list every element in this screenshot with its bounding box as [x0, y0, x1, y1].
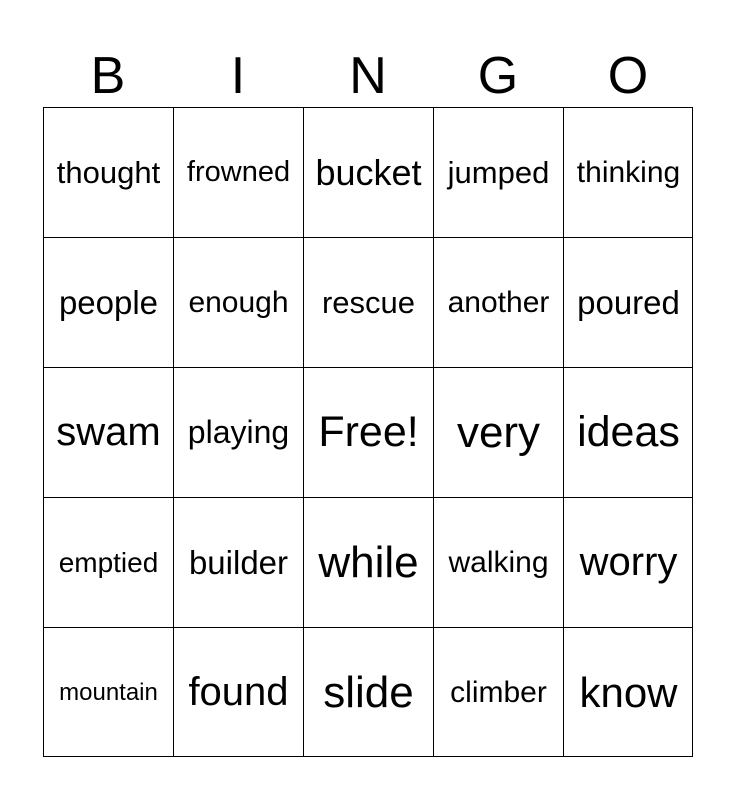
bingo-cell[interactable]: thought: [43, 107, 173, 237]
bingo-board: [43, 107, 693, 757]
header-letter-i: I: [230, 47, 246, 105]
bingo-cell[interactable]: people: [43, 237, 173, 367]
bingo-cell[interactable]: builder: [173, 497, 303, 627]
bingo-cell[interactable]: ideas: [563, 367, 693, 497]
bingo-cell[interactable]: thinking: [563, 107, 693, 237]
bingo-cell[interactable]: walking: [433, 497, 563, 627]
bingo-cell[interactable]: emptied: [43, 497, 173, 627]
bingo-cell[interactable]: worry: [563, 497, 693, 627]
bingo-cell[interactable]: bucket: [303, 107, 433, 237]
bingo-cell[interactable]: climber: [433, 627, 563, 757]
bingo-cell[interactable]: slide: [303, 627, 433, 757]
bingo-cell[interactable]: found: [173, 627, 303, 757]
bingo-cell[interactable]: mountain: [43, 627, 173, 757]
bingo-cell[interactable]: know: [563, 627, 693, 757]
bingo-cell[interactable]: very: [433, 367, 563, 497]
header-letter-n: N: [349, 47, 387, 105]
bingo-cell[interactable]: rescue: [303, 237, 433, 367]
header-letter-g: G: [477, 47, 519, 105]
bingo-cell[interactable]: while: [303, 497, 433, 627]
bingo-cell[interactable]: jumped: [433, 107, 563, 237]
bingo-cell[interactable]: enough: [173, 237, 303, 367]
bingo-cell[interactable]: another: [433, 237, 563, 367]
bingo-cell[interactable]: swam: [43, 367, 173, 497]
header-letter-b: B: [90, 47, 126, 105]
bingo-header: [43, 46, 693, 106]
header-letter-o: O: [607, 47, 649, 105]
bingo-cell[interactable]: playing: [173, 367, 303, 497]
bingo-cell-free[interactable]: Free!: [303, 367, 433, 497]
bingo-cell[interactable]: frowned: [173, 107, 303, 237]
bingo-cell[interactable]: poured: [563, 237, 693, 367]
